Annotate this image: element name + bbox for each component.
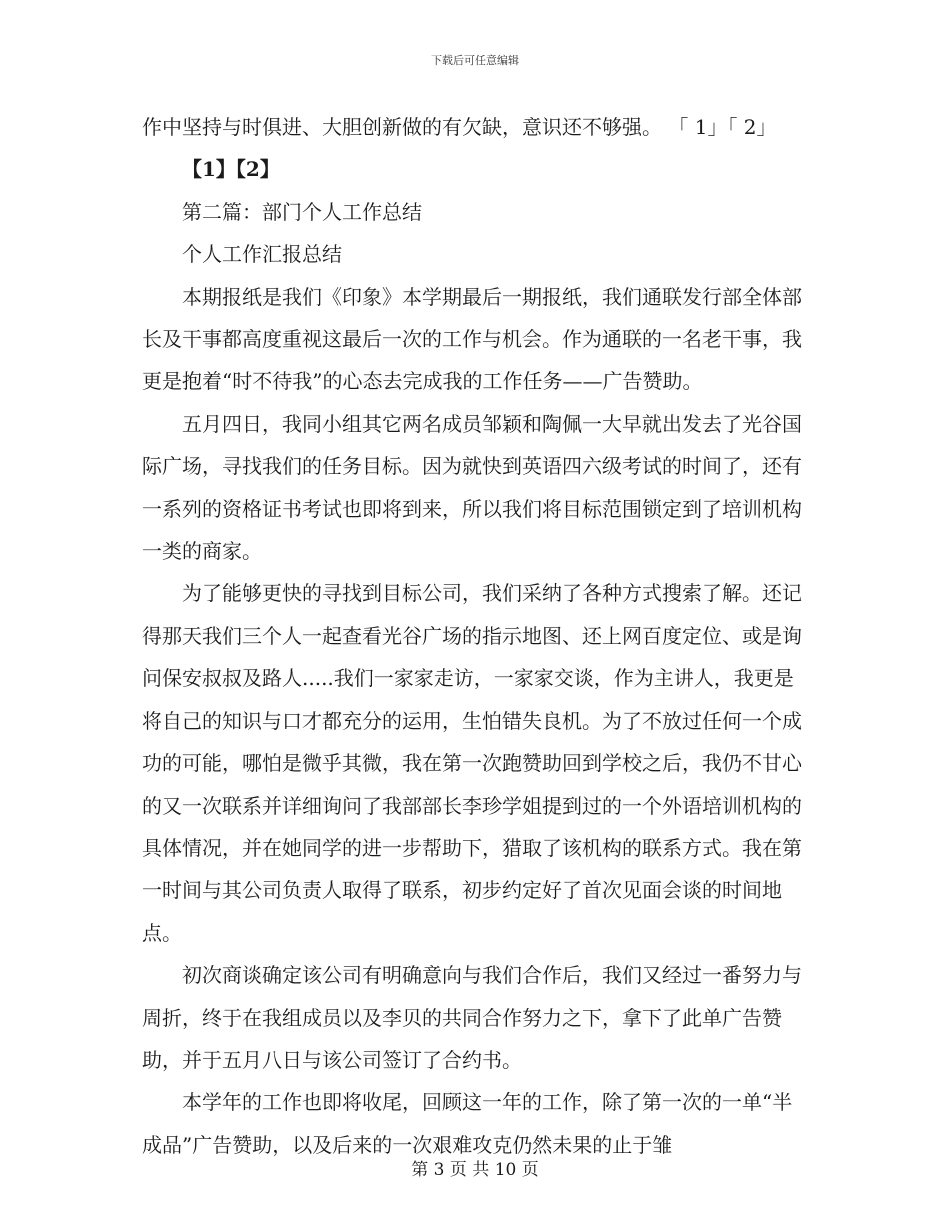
paragraph-continuation: 作中坚持与时俱进、大胆创新做的有欠缺，意识还不够强。 「 1」「 2」 (142, 115, 777, 139)
document-title: 个人工作汇报总结 (182, 242, 342, 267)
paragraph: 五月四日，我同小组其它两名成员邹颖和陶佩一大早就出发去了光谷国际广场，寻找我们的任务目标。因为就快到英语四六级考试的时间了，还有一系列的资格证书考试也即将到来，所以我们将目标范围锁定到了培训机构一类的商家。 (142, 411, 802, 564)
page-header: 下载后可任意编辑 (431, 54, 519, 67)
reference-marks: 【1】【2】 (182, 157, 280, 182)
paragraph: 本期报纸是我们《印象》本学期最后一期报纸，我们通联发行部全体部长及干事都高度重视这最后一次的工作与机会。作为通联的一名老干事，我更是抱着“时不待我”的心态去完成我的工作任务——广告赞助。 (142, 284, 802, 394)
page-footer: 第 3 页 共 10 页 (411, 1160, 539, 1180)
section-heading: 第二篇：部门个人工作总结 (182, 199, 422, 224)
paragraph: 本学年的工作也即将收尾，回顾这一年的工作，除了第一次的一单“半成品”广告赞助，以及后来的一次艰难攻克仍然未果的止于雏 (142, 1090, 793, 1157)
document-body (142, 106, 810, 1166)
paragraph: 为了能够更快的寻找到目标公司，我们采纳了各种方式搜索了解。还记得那天我们三个人一起查看光谷广场的指示地图、还上网百度定位、或是询问保安叔叔及路人.....我们一家家走访，一家家交谈，作为主讲人，我更是将自己的知识与口才都充分的运用，生怕错失良机。为了不放过任何一个成功的可能，哪怕是微乎其微，我在第一次跑赞助回到学校之后，我仍不甘心的又一次联系并详细询问了我部部长李珍学姐提到过的一个外语培训机构的具体情况，并在她同学的进一步帮助下，猎取了该机构的联系方式。我在第一时间与其公司负责人取得了联系，初步约定好了首次见面会谈的时间地点。 (142, 581, 802, 945)
paragraph: 初次商谈确定该公司有明确意向与我们合作后，我们又经过一番努力与周折，终于在我组成员以及李贝的共同合作努力之下，拿下了此单广告赞助，并于五月八日与该公司签订了合约书。 (142, 963, 802, 1072)
